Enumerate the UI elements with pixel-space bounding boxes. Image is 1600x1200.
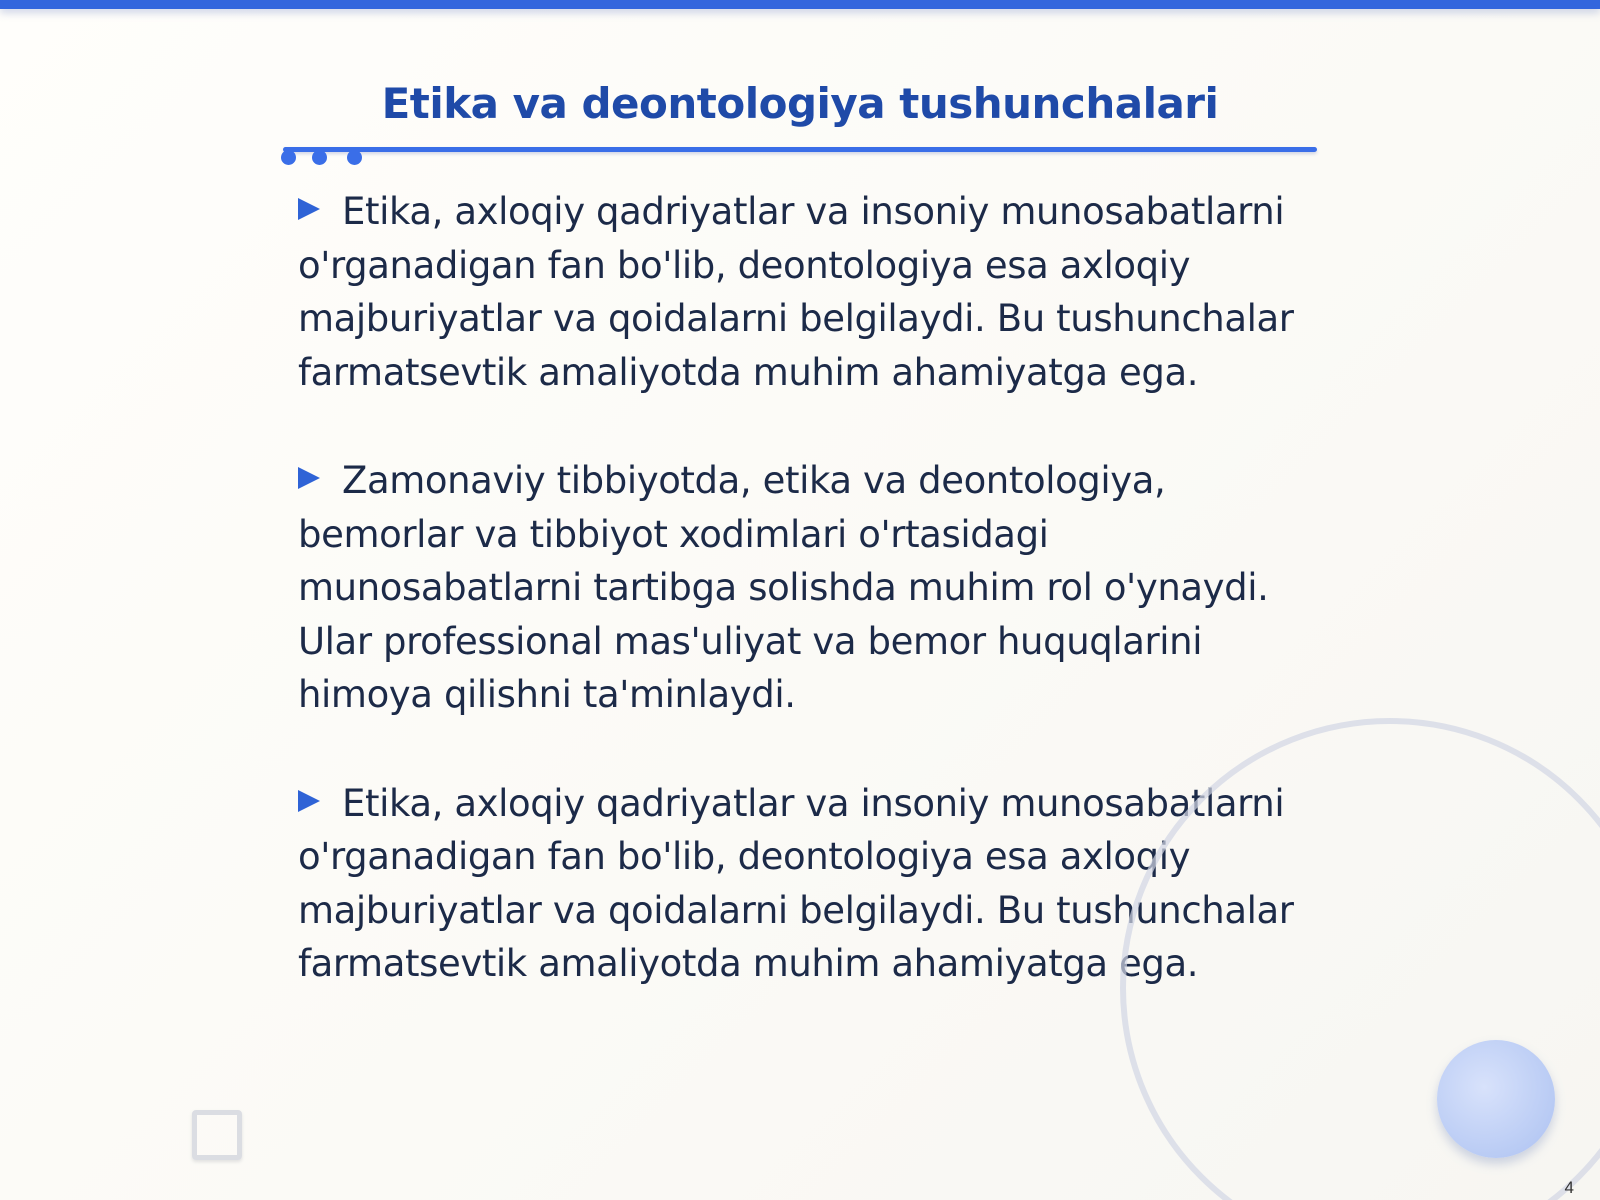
bullet-item <box>298 185 1318 399</box>
underline-dot <box>347 150 362 165</box>
bullet-text: Etika, axloqiy qadriyatlar va insoniy munosabatlarni o'rganadigan fan bo'lib, deontologiya esa axloqiy majburiyatlar va qoidalarni belgilaydi. Bu tushunchalar farmatsevtik amaliyotda muhim ahamiyatga ega. <box>298 190 1294 394</box>
title-underline <box>283 147 1317 152</box>
bullet-text: Etika, axloqiy qadriyatlar va insoniy munosabatlarni o'rganadigan fan bo'lib, deontologiya esa axloqiy majburiyatlar va qoidalarni belgilaydi. Bu tushunchalar farmatsevtik amaliyotda muhim ahamiyatga ega. <box>298 781 1294 985</box>
bullet-item <box>298 454 1318 722</box>
triangle-right-icon <box>298 467 320 489</box>
decorative-circle <box>1437 1040 1555 1158</box>
underline-dot <box>312 150 327 165</box>
underline-dot <box>281 150 296 165</box>
triangle-right-icon <box>298 790 320 812</box>
page-number: 4 <box>1564 1178 1574 1197</box>
decorative-square <box>192 1110 242 1160</box>
slide-title: Etika va deontologiya tushunchalari <box>381 79 1219 128</box>
bullet-text: Zamonaviy tibbiyotda, etika va deontologiya, bemorlar va tibbiyot xodimlari o'rtasidagi munosabatlarni tartibga solishda muhim rol o'ynaydi. Ular professional mas'uliyat va bemor huquqlarini himoya qilishni ta'minlaydi. <box>298 459 1269 716</box>
top-accent-bar <box>0 0 1600 9</box>
triangle-right-icon <box>298 198 320 220</box>
